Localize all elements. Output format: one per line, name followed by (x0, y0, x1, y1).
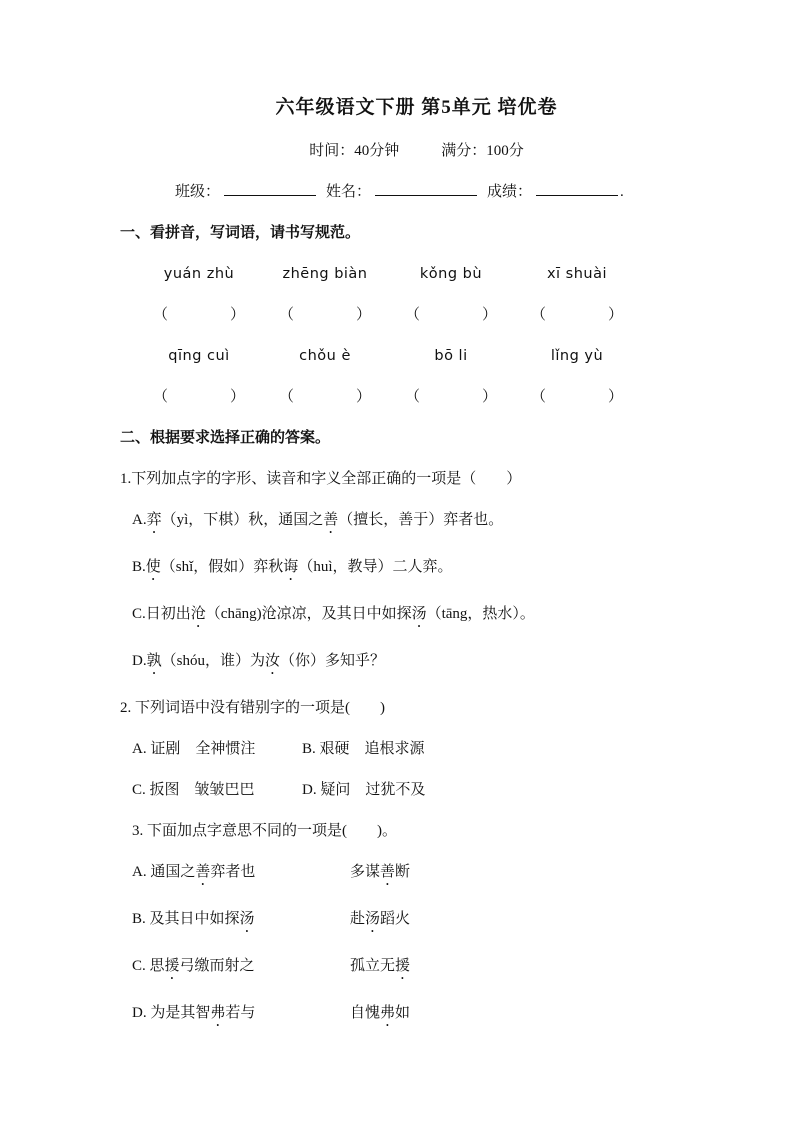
paren-open: （ (531, 307, 547, 323)
answer-parens-row-2 (120, 386, 713, 408)
paren-open: （ (279, 307, 295, 323)
q2-option-d: D. 疑问 过犹不及 (302, 782, 426, 798)
q3-option-c (120, 955, 713, 983)
q1-stem: 1.下列加点字的字形、读音和字义全部正确的一项是（ ） (120, 471, 522, 487)
pinyin-word: lǐng yù (550, 348, 604, 364)
paren-open: （ (279, 389, 295, 405)
score-blank[interactable] (536, 181, 618, 196)
q2-option-b: B. 艰硬 追根求源 (302, 741, 425, 757)
paren-open: （ (153, 307, 169, 323)
pinyin-word: yuán zhù (163, 266, 235, 282)
word-answer-blank[interactable] (138, 386, 260, 408)
paren-close: ） (607, 307, 623, 323)
class-label: 班级： (175, 184, 221, 200)
pinyin-row-1 (120, 263, 713, 285)
name-blank[interactable] (375, 181, 477, 196)
paren-close: ） (481, 307, 497, 323)
word-answer-blank[interactable] (264, 386, 386, 408)
time-label: 时间：40分钟 (309, 143, 400, 159)
pinyin-word: chǒu è (299, 348, 351, 364)
name-label: 姓名： (326, 184, 372, 200)
q3-option-b (120, 908, 713, 936)
pinyin-word: bō li (434, 348, 468, 364)
pinyin-word: qīng cuì (168, 348, 230, 364)
q1-option-d: D.孰（shóu，谁）为汝（你）多知乎？ (132, 653, 385, 669)
paren-open: （ (405, 389, 421, 405)
q2-stem: 2. 下列词语中没有错别字的一项是( ) (120, 700, 385, 716)
pinyin-word: kǒng bù (419, 266, 483, 282)
q3-option-a-left: A. 通国之善弈者也 (132, 864, 256, 880)
paren-close: ） (481, 389, 497, 405)
q3-option-a-right: 多谋善断 (350, 864, 411, 880)
q3-option-c-left: C. 思援弓缴而射之 (132, 958, 255, 974)
section2-heading: 二、根据要求选择正确的答案。 (120, 430, 331, 446)
q1-option-a: A.弈（yì，下棋）秋，通国之善（擅长，善于）弈者也。 (132, 512, 504, 528)
word-answer-blank[interactable] (138, 304, 260, 326)
paren-open: （ (153, 389, 169, 405)
q2-options-row-2 (120, 779, 713, 801)
paren-close: ） (355, 307, 371, 323)
q2-option-a: A. 证剧 全神惯注 (132, 741, 256, 757)
pinyin-word: xī shuài (546, 266, 608, 282)
student-info-line (120, 181, 713, 203)
class-blank[interactable] (224, 181, 316, 196)
paren-close: ） (355, 389, 371, 405)
word-answer-blank[interactable] (516, 386, 638, 408)
q3-option-d-left: D. 为是其智弗若与 (132, 1005, 256, 1021)
pinyin-row-2 (120, 345, 713, 367)
page-title: 六年级语文下册 第5单元 培优卷 (275, 97, 558, 118)
word-answer-blank[interactable] (264, 304, 386, 326)
full-score-label: 满分：100分 (441, 143, 524, 159)
q2-options-row-1 (120, 738, 713, 760)
paren-open: （ (405, 307, 421, 323)
period: . (620, 184, 624, 200)
score-label: 成绩： (487, 184, 533, 200)
q3-option-a (120, 861, 713, 889)
word-answer-blank[interactable] (516, 304, 638, 326)
section1-heading: 一、看拼音，写词语，请书写规范。 (120, 225, 361, 241)
q2-option-c: C. 扳图 皱皱巴巴 (132, 782, 255, 798)
q3-option-b-left: B. 及其日中如探汤 (132, 911, 255, 927)
q1-option-b: B.使（shǐ，假如）弈秋诲（huì，教导）二人弈。 (132, 559, 453, 575)
q3-option-d (120, 1002, 713, 1030)
q1-option-c: C.日初出沧（chāng)沧凉凉，及其日中如探汤（tāng，热水）。 (132, 606, 535, 622)
paren-close: ） (229, 389, 245, 405)
q3-option-d-right: 自愧弗如 (350, 1005, 411, 1021)
paren-close: ） (229, 307, 245, 323)
word-answer-blank[interactable] (390, 304, 512, 326)
paren-close: ） (607, 389, 623, 405)
paren-open: （ (531, 389, 547, 405)
q3-option-c-right: 孤立无援 (350, 958, 411, 974)
q3-stem: 3. 下面加点字意思不同的一项是( )。 (132, 823, 397, 839)
meta-line (120, 140, 713, 162)
word-answer-blank[interactable] (390, 386, 512, 408)
q3-option-b-right: 赴汤蹈火 (350, 911, 411, 927)
answer-parens-row-1 (120, 304, 713, 326)
pinyin-word: zhēng biàn (282, 266, 368, 282)
